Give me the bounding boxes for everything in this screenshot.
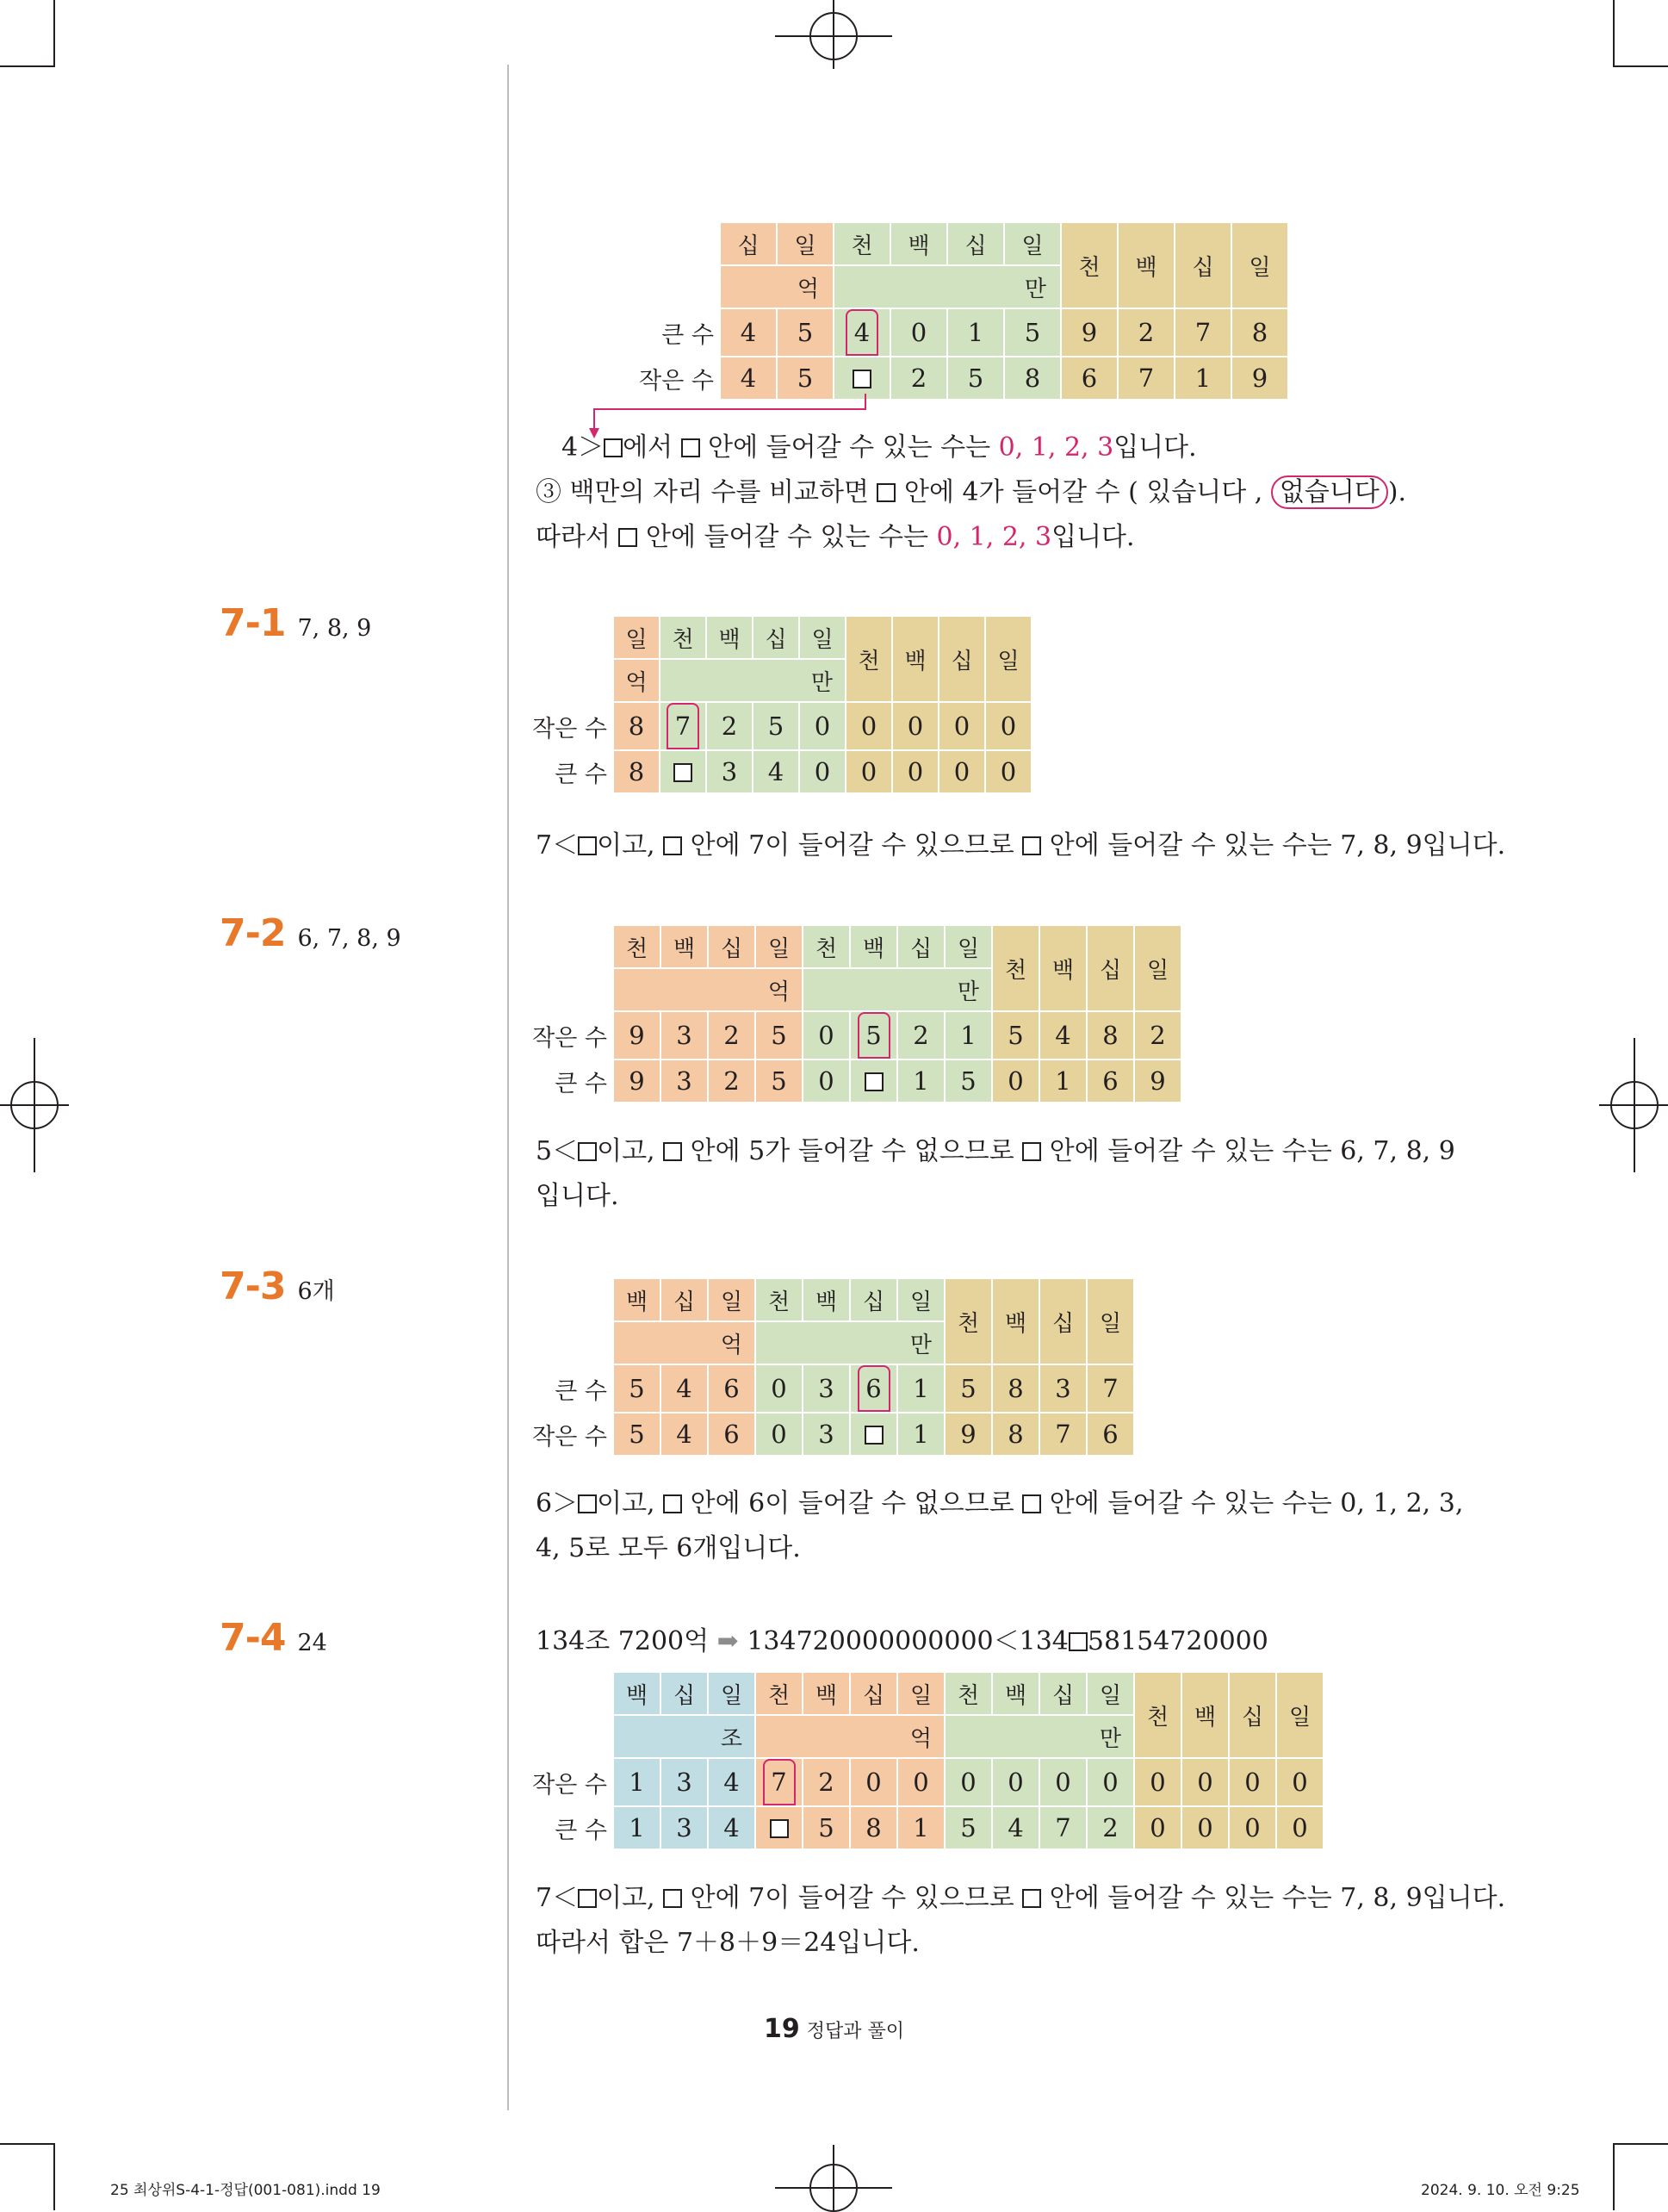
explanation-line: 6＞ 이고, 안에 6이 들어갈 수 없으므로 안에 들어갈 수 있는 수는 0, 1, 2, 3, <box>536 1488 1464 1519</box>
crop-mark <box>1613 65 1668 67</box>
table-row: 큰 수 5 4 6 0 3 6 1 5 8 3 7 <box>518 1364 1134 1413</box>
print-slug-date: 2024. 9. 10. 오전 9:25 <box>1421 2182 1580 2199</box>
explanation-line: 따라서 합은 7＋8＋9＝24입니다. <box>536 1928 920 1958</box>
page-section-label: 정답과 풀이 <box>806 2021 904 2042</box>
registration-mark-line <box>1634 1038 1635 1172</box>
crop-mark <box>0 2143 55 2145</box>
explanation-line: 입니다. <box>536 1181 619 1211</box>
column-divider <box>507 65 509 2110</box>
blank-box <box>618 528 637 547</box>
place-value-table-0: 십 일 천 백 십 일 천 백 십 일 억 만 큰 수 4 5 4 0 1 5 9 2 7 8 작은 수 4 5 2 5 8 6 7 1 9 <box>622 221 1289 401</box>
problem-label-7-2: 7-2 6, 7, 8, 9 <box>220 911 401 955</box>
blank-box <box>578 1142 597 1161</box>
problem-label-7-1: 7-1 7, 8, 9 <box>220 601 372 645</box>
place-value-table-3: 백 십 일 천 백 십 일 천 백 십 일 억 만 큰 수 5 4 6 0 3 6 1 5 8 3 7 작은 수 5 4 6 0 3 1 9 8 7 6 <box>518 1277 1135 1457</box>
crop-mark <box>0 65 55 67</box>
explanation-line: 4＞ 에서 안에 들어갈 수 있는 수는 0, 1, 2, 3입니다. <box>561 432 1197 463</box>
blank-box <box>865 1426 884 1445</box>
highlight-box: 5 <box>858 1012 890 1059</box>
blank-box <box>1022 1142 1041 1161</box>
explanation-line: 7＜ 이고, 안에 7이 들어갈 수 있으므로 안에 들어갈 수 있는 수는 7, 8, 9입니다. <box>536 1883 1506 1913</box>
blank-box <box>853 370 871 388</box>
place-value-table-2: 천 백 십 일 천 백 십 일 천 백 십 일 억 만 작은 수 9 3 2 5 0 5 2 1 5 4 8 2 큰 수 9 3 2 5 0 1 5 0 1 6 9 <box>518 924 1182 1103</box>
problem-label-7-4: 7-4 24 <box>220 1616 327 1660</box>
crop-mark <box>1613 2143 1668 2145</box>
explanation-line: 134조 7200억 ➡ 134720000000000＜134 58154720000 <box>536 1626 1268 1656</box>
table-row: 큰 수 9 3 2 5 0 1 5 0 1 6 9 <box>518 1059 1181 1103</box>
blank-box <box>663 1889 682 1908</box>
explanation-line: 따라서 안에 들어갈 수 있는 수는 0, 1, 2, 3입니다. <box>536 522 1135 552</box>
highlight-box: 6 <box>858 1365 890 1412</box>
print-slug-file: 25 최상위S-4-1-정답(001-081).indd 19 <box>110 2182 381 2199</box>
blank-box <box>1069 1632 1088 1651</box>
blank-box <box>1022 836 1041 855</box>
page-footer <box>0 2014 1668 2044</box>
highlight-box: 4 <box>846 309 878 356</box>
crop-mark <box>1613 0 1615 67</box>
blank-box <box>770 1819 789 1838</box>
table-row: 큰 수 1 3 4 5 8 1 5 4 7 2 0 0 0 0 <box>518 1806 1324 1849</box>
table-row: 큰 수 4 5 4 0 1 5 9 2 7 8 <box>622 308 1288 357</box>
blank-box <box>1022 1494 1041 1513</box>
blank-box <box>865 1072 884 1091</box>
blank-box <box>578 836 597 855</box>
circled-answer: 없습니다 <box>1271 475 1388 509</box>
page-number: 19 <box>763 2014 800 2044</box>
table-row: 작은 수 5 4 6 0 3 1 9 8 7 6 <box>518 1413 1134 1456</box>
crop-mark <box>53 0 55 67</box>
blank-box <box>681 438 700 457</box>
place-value-table-4: 백 십 일 천 백 십 일 천 백 십 일 천 백 십 일 조 억 만 작은 수 1 3 4 7 2 0 0 0 0 0 0 0 0 0 0 큰 수 1 3 4 5 8 1 5 4 7 2 0 0 0 0 <box>518 1671 1324 1850</box>
explanation-line: 5＜ 이고, 안에 5가 들어갈 수 없으므로 안에 들어갈 수 있는 수는 6, 7, 8, 9 <box>536 1136 1455 1166</box>
explanation-line: 4, 5로 모두 6개입니다. <box>536 1533 801 1563</box>
registration-mark-line <box>34 1038 35 1172</box>
blank-box <box>663 836 682 855</box>
blank-box <box>578 1494 597 1513</box>
right-arrow-icon: ➡ <box>716 1626 739 1656</box>
crop-mark <box>53 2143 55 2210</box>
place-value-table-1: 일 천 백 십 일 천 백 십 일 억 만 작은 수 8 7 2 5 0 0 0 0 0 큰 수 8 3 4 0 0 0 0 0 <box>518 615 1032 794</box>
table-row: 작은 수 1 3 4 7 2 0 0 0 0 0 0 0 0 0 0 <box>518 1758 1324 1806</box>
blank-box <box>673 763 692 782</box>
blank-box <box>1022 1889 1041 1908</box>
blank-box <box>604 438 623 457</box>
blank-box <box>663 1494 682 1513</box>
table-row: 작은 수 4 5 2 5 8 6 7 1 9 <box>622 357 1288 400</box>
blank-box <box>877 483 896 502</box>
crop-mark <box>1613 2143 1615 2210</box>
highlight-box: 7 <box>667 703 699 749</box>
registration-mark-line <box>833 2145 834 2210</box>
table-row: 작은 수 8 7 2 5 0 0 0 0 0 <box>518 702 1032 750</box>
highlight-box: 7 <box>763 1759 796 1805</box>
problem-label-7-3: 7-3 6개 <box>220 1264 335 1308</box>
explanation-line: ③ 백만의 자리 수를 비교하면 안에 4가 들어갈 수 ( 있습니다 , 없습니다 ). <box>536 477 1407 507</box>
registration-mark-line <box>833 0 834 69</box>
table-row: 작은 수 9 3 2 5 0 5 2 1 5 4 8 2 <box>518 1011 1181 1059</box>
table-row: 큰 수 8 3 4 0 0 0 0 0 <box>518 750 1032 793</box>
explanation-line: 7＜ 이고, 안에 7이 들어갈 수 있으므로 안에 들어갈 수 있는 수는 7, 8, 9입니다. <box>536 830 1506 861</box>
blank-box <box>578 1889 597 1908</box>
blank-box <box>663 1142 682 1161</box>
